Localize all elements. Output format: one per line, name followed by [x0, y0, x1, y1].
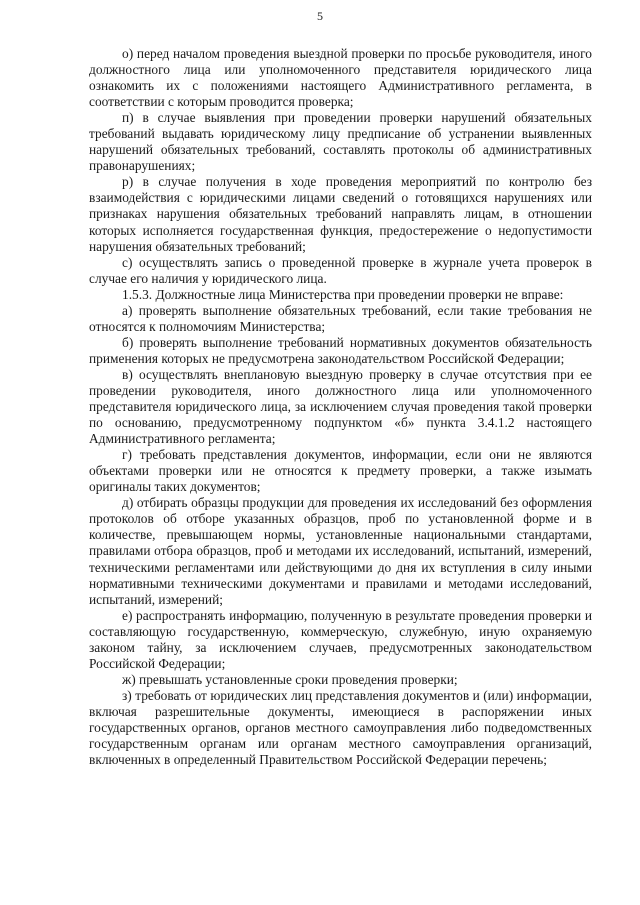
paragraph-item-a: а) проверять выполнение обязательных требований, если такие требования не относятся к полномочиям Министерства;	[89, 302, 592, 334]
paragraph-item-s: с) осуществлять запись о проведенной проверке в журнале учета проверок в случае его наличия у юридического лица.	[89, 254, 592, 286]
section-heading-1-5-3: 1.5.3. Должностные лица Министерства при проведении проверки не вправе:	[122, 286, 564, 302]
paragraph-item-r: р) в случае получения в ходе проведения мероприятий по контролю без взаимодействия с юридическими лицами сведений о готовящихся нарушениях или признаках нарушения обязательных требований направлять лицам, в отношении которых исполняется государственная функция, предостережение о недопустимости нарушения обязательных требований;	[89, 174, 592, 254]
paragraph-item-d: д) отбирать образцы продукции для проведения их исследований без оформления протоколов об отборе указанных образцов, проб по установленной форме и в количестве, превышающем нормы, установленные национальными стандартами, правилами отбора образцов, проб и методами их исследований, испытаний, измерений, техническими регламентами или действующими до дня их вступления в силу иными нормативными техническими документами и правилами и методами исследований, испытаний, измерений;	[89, 495, 592, 607]
paragraph-item-p: п) в случае выявления при проведении проверки нарушений обязательных требований выдавать юридическому лицу предписание об устранении выявленных нарушений обязательных требований, составлять протоколы об административных правонарушениях;	[89, 110, 592, 174]
paragraph-item-z: з) требовать от юридических лиц представления документов и (или) информации, включая разрешительные документы, имеющиеся в распоряжении иных государственных органов, органов местного самоуправления либо подведомственных государственным органам или органам местного самоуправления организаций, включенных в определенный Правительством Российской Федерации перечень;	[89, 687, 592, 768]
paragraph-item-zh: ж) превышать установленные сроки проведения проверки;	[122, 671, 458, 687]
paragraph-item-g: г) требовать представления документов, информации, если они не являются объектами проверки или не относятся к предмету проверки, а также изымать оригиналы таких документов;	[89, 447, 592, 495]
paragraph-item-v: в) осуществлять внеплановую выездную проверку в случае отсутствия при ее проведении руководителя, иного должностного лица или уполномоченного представителя юридического лица, за исключением случая проведения такой проверки по основанию, предусмотренному подпунктом «б» пункта 3.4.1.2 настоящего Административного регламента;	[89, 366, 592, 447]
document-body	[89, 46, 592, 768]
page-number: 5	[317, 9, 323, 23]
paragraph-item-b: б) проверять выполнение требований нормативных документов обязательность применения которых не предусмотрена законодательством Российской Федерации;	[89, 334, 592, 366]
paragraph-item-e: е) распространять информацию, полученную в результате проведения проверки и составляющую государственную, коммерческую, служебную, иную охраняемую законом тайну, за исключением случаев, предусмотренных законодательством Российской Федерации;	[89, 607, 592, 671]
paragraph-item-o: о) перед началом проведения выездной проверки по просьбе руководителя, иного должностного лица или уполномоченного представителя юридического лица ознакомить их с положениями настоящего Административного регламента, в соответствии с которым проводится проверка;	[89, 46, 592, 110]
